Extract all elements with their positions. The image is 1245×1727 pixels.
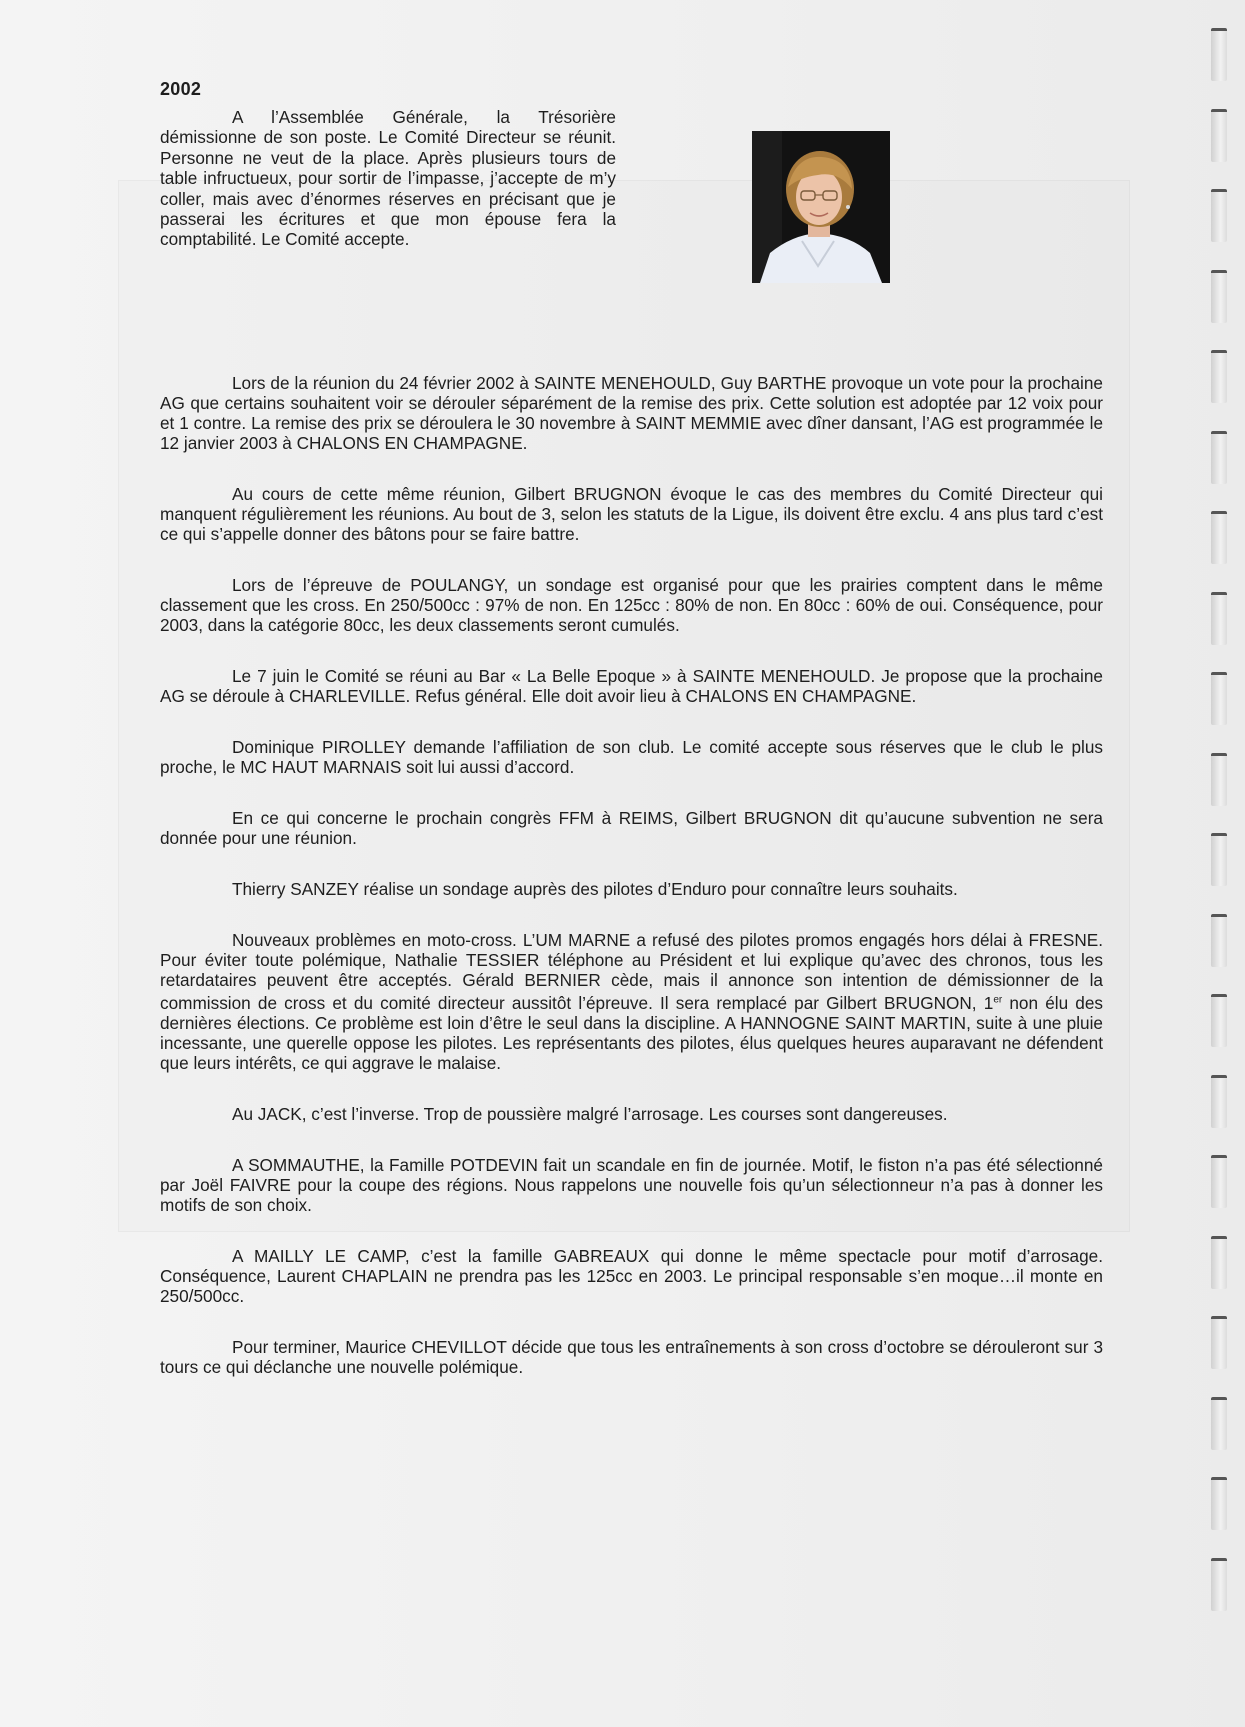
paragraph-text: En ce qui concerne le prochain congrès FFM à REIMS, Gilbert BRUGNON dit qu’aucune subvention ne sera donnée pour une réunion. (160, 808, 1103, 848)
binder-slot (1211, 1316, 1227, 1369)
intro-paragraph (160, 107, 616, 250)
paragraph-text: Au JACK, c’est l’inverse. Trop de poussière malgré l’arrosage. Les courses sont dangereuses. (232, 1103, 948, 1124)
paragraph-text: Au cours de cette même réunion, Gilbert BRUGNON évoque le cas des membres du Comité Directeur qui manquent régulièrement les réunions. Au bout de 3, selon les statuts de la Ligue, ils doivent être exclu. 4 ans plus tard c’est ce qui s’appelle donner des bâtons pour se faire battre. (160, 484, 1103, 544)
paragraph-text: Lors de la réunion du 24 février 2002 à SAINTE MENEHOULD, Guy BARTHE provoque un vote pour la prochaine AG que certains souhaitent voir se dérouler séparément de la remise des prix. Cette solution est adoptée par 12 voix pour et 1 contre. La remise des prix se déroulera le 30 novembre à SAINT MEMMIE avec dîner dansant, l’AG est programmée le 12 janvier 2003 à CHALONS EN CHAMPAGNE. (160, 373, 1103, 453)
binder-holes-strip (1208, 0, 1245, 1727)
paragraph-11 (160, 1246, 1103, 1306)
paragraph-text: Le 7 juin le Comité se réuni au Bar « La Belle Epoque » à SAINTE MENEHOULD. Je propose que la prochaine AG se déroule à CHARLEVILLE. Refus général. Elle doit avoir lieu à CHALONS EN CHAMPAGNE. (160, 666, 1103, 706)
paragraph-8 (160, 930, 1103, 1073)
body-paragraphs (160, 373, 1103, 1408)
paragraph-12 (160, 1337, 1103, 1377)
portrait-photo (752, 131, 890, 283)
binder-slot (1211, 431, 1227, 484)
paragraph-text: Nouveaux problèmes en moto-cross. L’UM MARNE a refusé des pilotes promos engagés hors délai à FRESNE. Pour éviter toute polémique, Nathalie TESSIER téléphone au Président et lui explique qu’avec des chronos, tous les retardataires peuvent être acceptés. Gérald BERNIER cède, mais il annonce son intention de démissionner de la commission de cross et du comité directeur aussitôt l’épreuve. Il sera remplacé par Gilbert BRUGNON, 1er non élu des dernières élections. Ce problème est loin d’être le seul dans la discipline. A HANNOGNE SAINT MARTIN, suite à une pluie incessante, une querelle oppose les pilotes. Les représentants des pilotes, élus quelques heures auparavant ne défendent que leurs intérêts, ce qui aggrave le malaise. (160, 930, 1104, 1073)
paragraph-text: Dominique PIROLLEY demande l’affiliation de son club. Le comité accepte sous réserves que le club le plus proche, le MC HAUT MARNAIS soit lui aussi d’accord. (160, 737, 1103, 777)
binder-slot (1211, 350, 1227, 403)
paragraph-9 (160, 1104, 1103, 1124)
binder-slot (1211, 833, 1227, 886)
paragraph-7 (160, 879, 1103, 899)
portrait-image (752, 131, 890, 283)
binder-slot (1211, 28, 1227, 81)
binder-slot (1211, 1477, 1227, 1530)
paragraph-3 (160, 575, 1103, 635)
paragraph-text: A MAILLY LE CAMP, c’est la famille GABREAUX qui donne le même spectacle pour motif d’arrosage. Conséquence, Laurent CHAPLAIN ne prendra pas les 125cc en 2003. Le principal responsable s’en moque…il monte en 250/500cc. (160, 1245, 1103, 1306)
binder-slot (1211, 1558, 1227, 1611)
binder-slot (1211, 1075, 1227, 1128)
paragraph-1 (160, 373, 1103, 453)
paragraph-text: Lors de l’épreuve de POULANGY, un sondage est organisé pour que les prairies comptent dans le même classement que les cross. En 250/500cc : 97% de non. En 125cc : 80% de non. En 80cc : 60% de oui. Conséquence, pour 2003, dans la catégorie 80cc, les deux classements seront cumulés. (160, 575, 1103, 635)
year-heading: 2002 (160, 79, 202, 99)
binder-slot (1211, 592, 1227, 645)
paragraph-5 (160, 737, 1103, 777)
paragraph-4 (160, 666, 1103, 706)
binder-slot (1211, 189, 1227, 242)
ordinal-superscript: er (993, 994, 1003, 1005)
paragraph-text: A SOMMAUTHE, la Famille POTDEVIN fait un scandale en fin de journée. Motif, le fiston n’a pas été sélectionné par Joël FAIVRE pour la coupe des régions. Nous rappelons une nouvelle fois qu’un sélectionneur n’a pas à donner les motifs de son choix. (160, 1154, 1103, 1215)
binder-slot (1211, 1236, 1227, 1289)
binder-slot (1211, 1155, 1227, 1208)
binder-slot (1211, 672, 1227, 725)
binder-slot (1211, 994, 1227, 1047)
intro-text: A l’Assemblée Générale, la Trésorière démissionne de son poste. Le Comité Directeur se réunit. Personne ne veut de la place. Après plusieurs tours de table infructueux, pour sortir de l’impasse, j’accepte de m’y coller, mais avec d’énormes réserves en précisant que je passerai les écritures et que mon épouse fera la comptabilité. Le Comité accepte. (160, 107, 616, 250)
binder-slot (1211, 511, 1227, 564)
paragraph-6 (160, 808, 1103, 848)
binder-slot (1211, 109, 1227, 162)
binder-slot (1211, 1397, 1227, 1450)
binder-slot (1211, 270, 1227, 323)
paragraph-2 (160, 484, 1103, 544)
binder-slot (1211, 914, 1227, 967)
paragraph-text: Thierry SANZEY réalise un sondage auprès des pilotes d’Enduro pour connaître leurs souhaits. (232, 879, 958, 899)
paragraph-text: Pour terminer, Maurice CHEVILLOT décide que tous les entraînements à son cross d’octobre se dérouleront sur 3 tours ce qui déclanche une nouvelle polémique. (160, 1336, 1103, 1377)
paragraph-10 (160, 1155, 1103, 1215)
binder-slot (1211, 753, 1227, 806)
